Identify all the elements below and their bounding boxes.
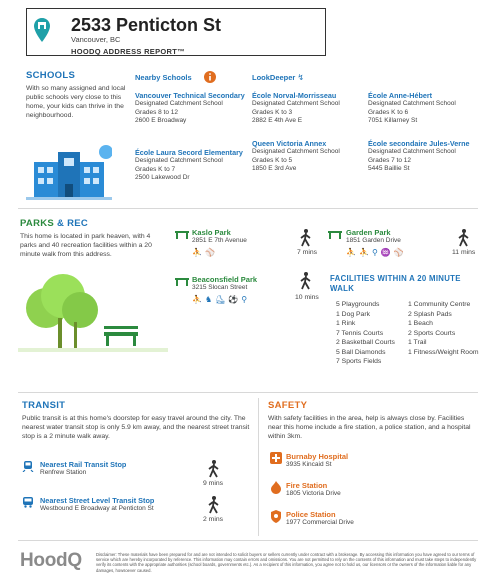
parks-description: This home is located in park heaven, with 4 parks and 40 recreation facilities within a 20 minute walk from this address. [20,233,152,258]
tennis-icon: ⚲ [241,294,248,304]
school-address: 7051 Killarney St [368,117,418,124]
park-address: 2851 E 7th Avenue [192,237,247,244]
park-walk-time: 11 mins [452,249,476,256]
facility-item: 1 Rink [336,320,356,327]
park-card[interactable] [192,228,247,257]
facilities-list-right [408,300,480,357]
walking-icon [208,460,220,478]
park-name: Garden Park [346,228,391,237]
section-divider [18,392,478,393]
transit-stop-label: Nearest Rail Transit Stop [40,460,127,469]
safety-name: Burnaby Hospital [286,452,349,461]
school-grades: Grades K to 5 [252,156,293,164]
address-title: 2533 Penticton St [71,15,222,35]
report-label: HOODQ ADDRESS REPORT™ [71,47,185,56]
lookdeeper-label: LookDeeper [252,73,296,82]
walking-icon [458,229,470,247]
facility-item: 1 Community Centre [408,301,471,308]
school-address: 5445 Baillie St [368,165,410,172]
transit-stop-card[interactable] [40,496,154,514]
walking-icon [300,272,312,290]
facility-item: 2 Sports Courts [408,329,456,337]
transit-title: TRANSIT [22,400,66,411]
safety-name: Police Station [286,510,336,519]
schools-title: SCHOOLS [26,70,76,81]
schools-description: With so many assigned and local public schools very close to this home, your kids can thrive in the neighbourhood. [26,85,126,119]
safety-name: Fire Station [286,481,328,490]
school-card[interactable] [368,139,478,174]
parks-title [20,218,88,229]
facility-item: 5 Playgrounds [336,301,380,308]
park-card[interactable] [346,228,407,257]
park-amenity-icons [192,295,257,304]
facility-item: 5 Ball Diamonds [336,348,386,356]
transit-stop-name: Westbound E Broadway at Penticton St [40,505,154,512]
school-card[interactable] [135,91,245,126]
train-icon [22,460,34,472]
hoodq-logo: HoodQ [20,550,82,571]
school-name: École secondaire Jules-Verne [368,139,470,148]
school-grades: Grades K to 3 [252,108,293,116]
walking-icon [300,229,312,247]
school-type: Designated Catchment School [252,148,340,155]
transit-description: Public transit is at this home's doorstep for easy travel around the city. The nearest water transit stop is only 5.9 km away, and the nearest street transit stop is a 2 minute walk away. [22,415,250,440]
facility-item: 1 Dog Park [336,310,371,318]
school-type: Designated Catchment School [368,100,456,107]
baseball-icon: ⚾ [393,247,404,257]
school-address: 2882 E 4th Ave E [252,117,303,124]
school-type: Designated Catchment School [135,157,223,164]
school-type: Designated Catchment School [368,148,456,155]
safety-title: SAFETY [268,400,308,411]
safety-description: With safety facilities in the area, help is always close by. Facilities near this home include a fire station, a police station, and a hospital within 3km. [268,415,471,440]
tennis-icon: ⚲ [371,247,378,257]
school-card[interactable] [252,91,362,126]
school-name: Vancouver Technical Secondary [135,91,245,100]
school-address: 2600 E Broadway [135,117,187,124]
bench-icon [328,229,342,239]
police-badge-icon [270,510,282,523]
park-walk-time: 7 mins [297,249,318,256]
nearby-schools-label: Nearby Schools [135,73,192,82]
safety-card[interactable] [286,452,348,470]
facility-item: 2 Splash Pads [408,310,452,318]
section-divider [18,540,478,541]
school-grades: Grades K to 7 [135,165,176,173]
park-amenity-icons [346,248,407,257]
school-card[interactable] [135,148,245,183]
column-divider [258,398,259,536]
info-icon[interactable] [204,71,216,83]
school-grades: Grades K to 6 [368,108,409,116]
facilities-list-left [336,300,406,367]
transit-walk-time: 2 mins [203,516,224,523]
facility-item: 1 Trail [408,339,427,346]
safety-card[interactable] [286,481,341,499]
school-card[interactable] [252,139,362,174]
facility-item: 7 Tennis Courts [336,329,384,337]
park-walk-time: 10 mins [295,294,319,301]
nearby-schools-header [135,73,192,82]
school-type: Designated Catchment School [135,100,223,107]
sports-icon: ⚽ [228,294,239,304]
playground-icon: ⛹ [346,247,356,257]
park-amenity-icons [192,248,247,257]
bench-icon [175,276,189,286]
school-name: École Laura Secord Elementary [135,148,243,157]
rink-icon: ⛸ [215,294,226,304]
transit-stop-card[interactable] [40,460,126,478]
facility-item: 1 Beach [408,320,433,327]
school-name: Queen Victoria Annex [252,139,327,148]
hospital-icon [270,452,282,464]
school-name: École Anne-Hébert [368,91,433,100]
bench-icon [175,229,189,239]
playground-icon: ⛹ [192,247,202,257]
playground-icon: ⛹ [192,294,202,304]
basketball-icon: ⛹ [358,247,369,257]
transit-walk-time: 9 mins [203,480,224,487]
park-card[interactable] [192,275,257,304]
section-divider [18,208,478,209]
facilities-title: FACILITIES WITHIN A 20 MINUTE WALK [330,274,461,293]
school-grades: Grades 8 to 12 [135,108,178,116]
school-type: Designated Catchment School [252,100,340,107]
school-address: 1850 E 3rd Ave [252,165,297,172]
fire-icon [270,481,282,494]
parks-title-b: & REC [57,218,89,229]
park-address: 3215 Slocan Street [192,284,248,291]
report-header [26,8,326,56]
school-grades: Grades 7 to 12 [368,156,411,164]
swing-icon: ♒ [380,247,391,257]
baseball-icon: ⚾ [204,247,215,257]
facility-item: 2 Basketball Courts [336,339,395,346]
lookdeeper-header[interactable] [252,73,304,82]
dog-icon: ♞ [204,294,213,304]
lookdeeper-arrow-icon: ↯ [297,73,305,82]
school-name: École Norval-Morrisseau [252,91,337,100]
parks-title-a: PARKS [20,218,55,229]
safety-address: 3935 Kincaid St [286,461,332,468]
location-pin-icon [33,17,51,43]
safety-address: 1977 Commercial Drive [286,519,354,526]
transit-stop-name: Renfrew Station [40,469,87,476]
transit-stop-label: Nearest Street Level Transit Stop [40,496,155,505]
park-illustration-icon [18,266,168,356]
park-name: Beaconsfield Park [192,275,258,284]
school-address: 2500 Lakewood Dr [135,174,190,181]
school-building-icon [26,144,112,200]
safety-card[interactable] [286,510,354,528]
school-card[interactable] [368,91,478,126]
facility-item: 7 Sports Fields [336,358,382,365]
facility-item: 1 Fitness/Weight Room [408,348,479,356]
city-label: Vancouver, BC [71,35,121,44]
safety-address: 1805 Victoria Drive [286,490,341,497]
bus-icon [22,496,34,508]
disclaimer-text: Disclaimer: These materials have been prepared for and are not intended to solicit buyers or sellers currently under contract with a brokerage. By accessing this information you have agreed to our terms of service which are hereby incorporated by reference. This information may contain errors and omissions. You are not permitted to rely on the contents of this information and must take steps to independently verify its contents with the appropriate authorities (school boards, governments etc.). As a recipient of this information, you agree not to hold us, our licensors or the owners of the information liable for any damages, howsoever caused. [96,552,477,573]
walking-icon [208,496,220,514]
park-address: 1851 Garden Drive [346,237,401,244]
park-name: Kaslo Park [192,228,231,237]
